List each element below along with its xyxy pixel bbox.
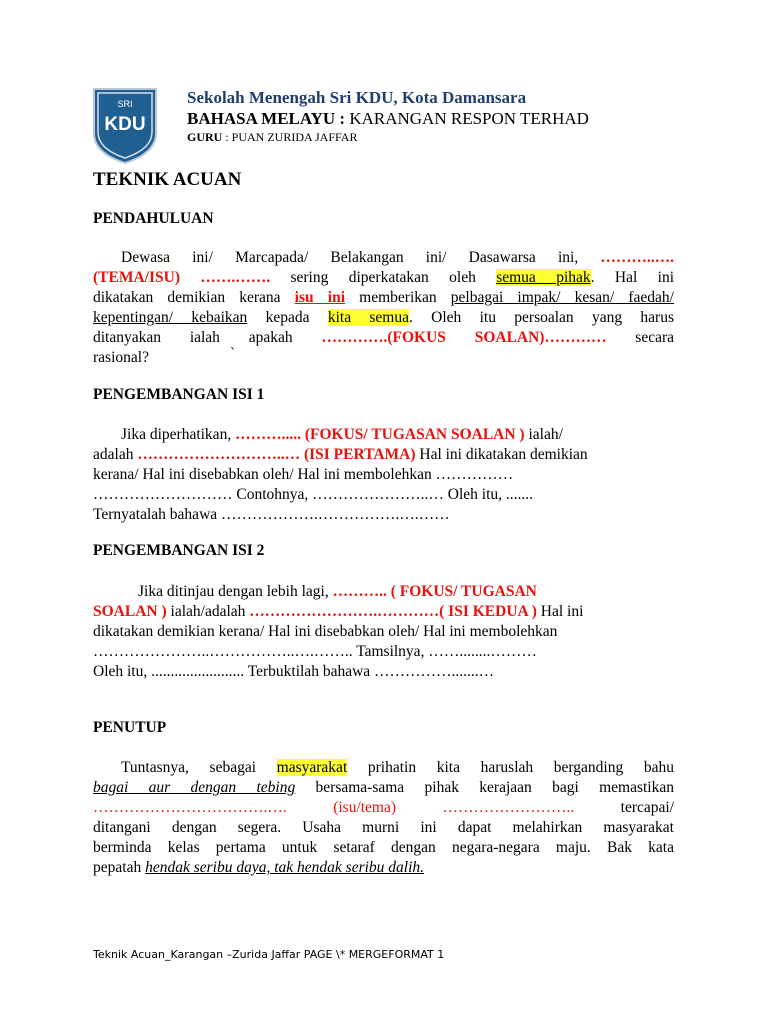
teacher-line: GURU : PUAN ZURIDA JAFFAR — [187, 130, 358, 144]
paragraph-pendahuluan: Dewasa ini/ Marcapada/ Belakangan ini/ Dasawarsa ini, ………..…. (TEMA/ISU) …….……. sering diperkatakan oleh semua pihak. Hal ini dikatakan demikian kerana isu ini memberikan pelbagai impak/ kesan/ faedah/ kepentingan/ kebaikan kepada kita semua. Oleh itu persoalan yang harus ditanyakan ialah apakah ………….(FOKUS SOALAN)………… secara rasional? ` — [93, 249, 675, 366]
logo-kdu-text: KDU — [104, 114, 146, 135]
page-footer: Teknik Acuan_Karangan –Zurida Jaffar PAGE \* MERGEFORMAT 1 — [93, 948, 445, 961]
page-title: TEKNIK ACUAN — [93, 169, 242, 190]
heading-isi-1: PENGEMBANGAN ISI 1 — [93, 386, 265, 403]
school-logo — [92, 87, 158, 165]
heading-penutup: PENUTUP — [93, 719, 167, 736]
paragraph-penutup: Tuntasnya, sebagai masyarakat prihatin kita haruslah berganding bahu bagai aur dengan tebing bersama-sama pihak kerajaan bagi memastikan …………………………….…. (isu/tema) …………………….. tercapai/ ditangani dengan segera. Usaha murni ini dapat melahirkan masyarakat berminda kelas pertama untuk setaraf dengan negara-negara maju. Bak kata pepatah hendak seribu daya, tak hendak seribu dalih. — [93, 759, 675, 876]
paragraph-isi-1: Jika diperhatikan, ………..... (FOKUS/ TUGASAN SOALAN ) ialah/ adalah ………………………..… (ISI PERTAMA) Hal ini dikatakan demikian kerana/ Hal ini disebabkan oleh/ Hal ini membolehkan …………… ……………………… Contohnya, …………………..… Oleh itu, ....... Ternyatalah bahawa ……………….…………….….…… — [93, 426, 588, 523]
subject-line: BAHASA MELAYU : KARANGAN RESPON TERHAD — [187, 109, 589, 128]
heading-pendahuluan: PENDAHULUAN — [93, 210, 214, 227]
logo-sri-text: SRI — [117, 99, 133, 109]
paragraph-isi-2: Jika ditinjau dengan lebih lagi, ……….. ( FOKUS/ TUGASAN SOALAN ) ialah/adalah …………………….…………( ISI KEDUA ) Hal ini dikatakan demikian kerana/ Hal ini disebabkan oleh/ Hal ini membolehkan …………………..……………..….…….. Tamsilnya, ……........……… Oleh itu, ........................ Terbuktilah bahawa …………….......… — [93, 583, 584, 680]
school-name: Sekolah Menengah Sri KDU, Kota Damansara — [187, 88, 527, 107]
heading-isi-2: PENGEMBANGAN ISI 2 — [93, 542, 265, 559]
